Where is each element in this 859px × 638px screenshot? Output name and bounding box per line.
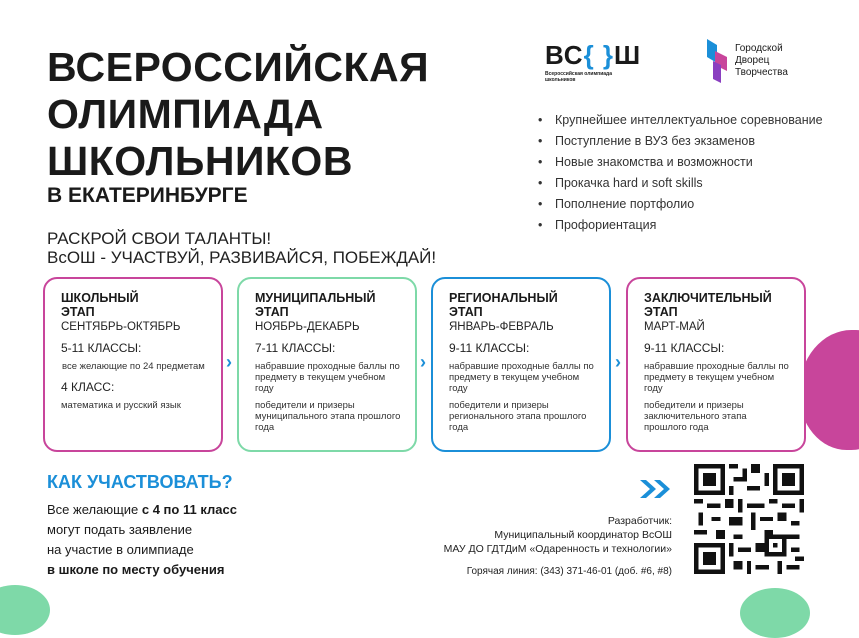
stage-card-municipal — [237, 277, 417, 452]
how-to-participate-title: КАК УЧАСТВОВАТЬ? — [47, 472, 233, 492]
title-line: ВСЕРОССИЙСКАЯ — [47, 44, 430, 90]
stage-note: победители и призеры заключительного этапа прошлого года — [644, 400, 747, 433]
gdt-logo-text: Городской Дворец Творчества — [735, 43, 788, 78]
page-subtitle: В ЕКАТЕРИНБУРГЕ — [47, 184, 248, 207]
title-line: ОЛИМПИАДА — [47, 91, 324, 137]
stage-name: ЗАКЛЮЧИТЕЛЬНЫЙ ЭТАП — [644, 291, 772, 319]
stage-classes: 9-11 КЛАССЫ: — [449, 341, 530, 355]
developer-line: Муниципальный координатор ВсОШ — [494, 529, 672, 541]
list-item: • Пополнение портфолио — [538, 197, 828, 211]
stage-card-school — [43, 277, 223, 452]
double-chevron-icon — [638, 478, 674, 500]
slogan — [47, 229, 436, 267]
qr-code[interactable] — [694, 464, 804, 574]
gdt-logo-icon — [703, 37, 731, 85]
list-item: • Поступление в ВУЗ без экзаменов — [538, 134, 828, 148]
stage-note: математика и русский язык — [61, 400, 181, 411]
list-item: • Крупнейшее интеллектуальное соревнование — [538, 113, 828, 127]
stage-note: все желающие по 24 предметам — [62, 361, 205, 372]
developer-info — [360, 514, 672, 556]
decor-green-blob-left — [0, 585, 50, 635]
vsosh-logo — [545, 40, 641, 83]
stage-dates: НОЯБРЬ-ДЕКАБРЬ — [255, 321, 360, 333]
stage-card-final — [626, 277, 806, 452]
list-item: • Новые знакомства и возможности — [538, 155, 828, 169]
vsosh-logo-caption: Всероссийская олимпиада школьников — [545, 71, 613, 83]
stage-name: РЕГИОНАЛЬНЫЙ ЭТАП — [449, 291, 558, 319]
stage-note: набравшие проходные баллы по предмету в текущем учебном году — [644, 361, 789, 394]
stage-note: набравшие проходные баллы по предмету в текущем учебном году — [255, 361, 400, 394]
stage-dates: ЯНВАРЬ-ФЕВРАЛЬ — [449, 321, 554, 333]
decor-pink-blob — [799, 330, 859, 450]
chevron-right-icon: › — [615, 352, 621, 372]
gdt-logo — [703, 37, 788, 85]
stage-classes: 4 КЛАСС: — [61, 380, 115, 394]
developer-line: МАУ ДО ГДТДиМ «Одаренность и технологии» — [443, 543, 672, 555]
stage-note: победители и призеры регионального этапа прошлого года — [449, 400, 587, 433]
benefits-list — [538, 113, 828, 239]
stage-name: МУНИЦИПАЛЬНЫЙ ЭТАП — [255, 291, 376, 319]
stage-classes: 7-11 КЛАССЫ: — [255, 341, 336, 355]
hotline: Горячая линия: (343) 371-46-01 (доб. #6, #8) — [466, 566, 672, 577]
list-item: • Профориентация — [538, 218, 828, 232]
stage-note: набравшие проходные баллы по предмету в текущем учебном году — [449, 361, 594, 394]
how-to-participate-text: Все желающие с 4 по 11 класс могут подать заявление на участие в олимпиаде в школе по месту обучения — [47, 502, 237, 577]
stage-note: победители и призеры муниципального этапа прошлого года — [255, 400, 401, 433]
stage-classes: 9-11 КЛАССЫ: — [644, 341, 725, 355]
slogan-line: ВсОШ - УЧАСТВУЙ, РАЗВИВАЙСЯ, ПОБЕЖДАЙ! — [47, 248, 437, 267]
chevron-right-icon: › — [226, 352, 232, 372]
stage-card-regional — [431, 277, 611, 452]
stage-name: ШКОЛЬНЫЙ ЭТАП — [61, 291, 139, 319]
title-line: ШКОЛЬНИКОВ — [47, 138, 353, 184]
developer-label: Разработчик: — [607, 515, 672, 527]
stage-dates: СЕНТЯБРЬ-ОКТЯБРЬ — [61, 321, 181, 333]
slogan-line: РАСКРОЙ СВОИ ТАЛАНТЫ! — [47, 229, 272, 248]
stage-dates: МАРТ-МАЙ — [644, 321, 705, 333]
chevron-right-icon: › — [420, 352, 426, 372]
page-title — [47, 44, 429, 185]
vsosh-logo-mark: ВС{ }Ш — [545, 40, 642, 70]
decor-green-blob-right — [740, 588, 810, 638]
list-item: • Прокачка hard и soft skills — [538, 176, 828, 190]
stage-classes: 5-11 КЛАССЫ: — [61, 341, 142, 355]
